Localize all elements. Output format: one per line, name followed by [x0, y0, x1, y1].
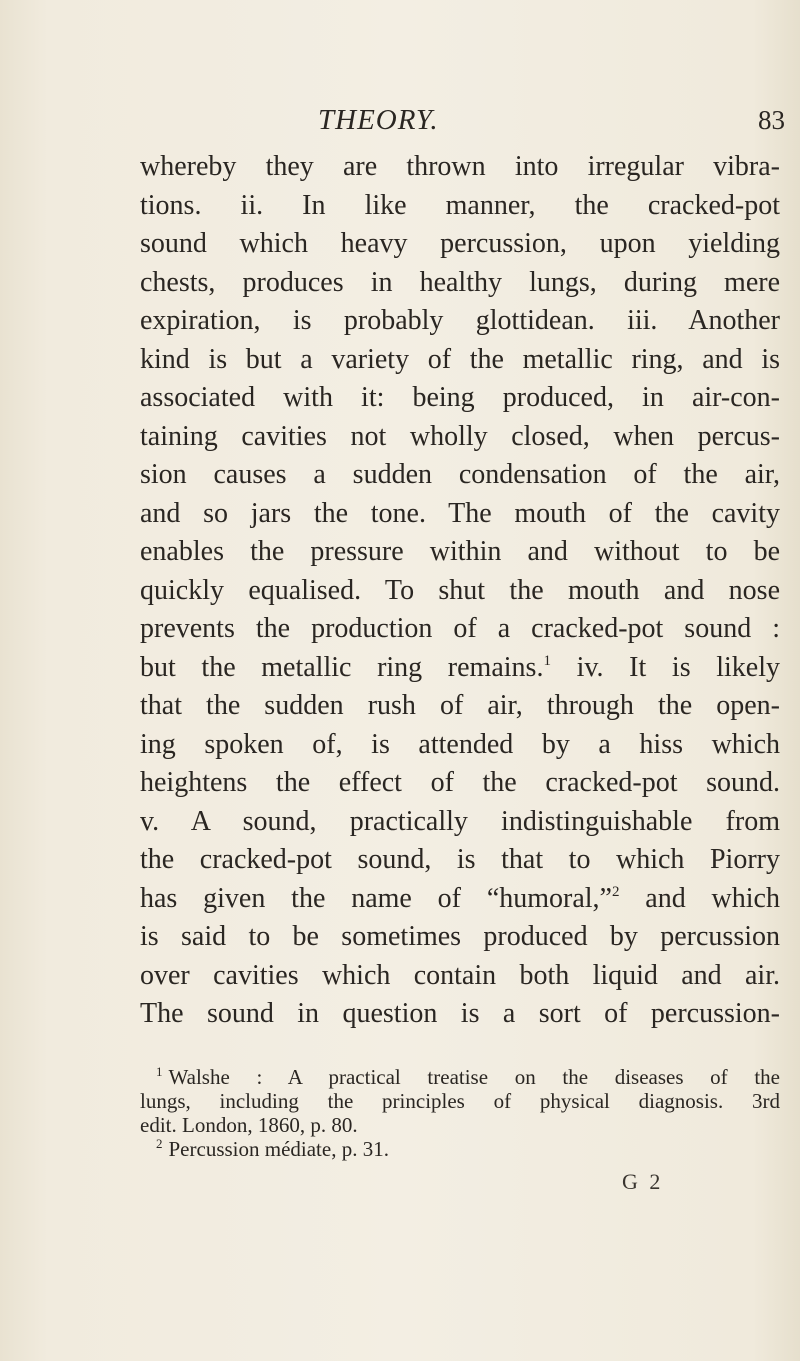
text-line: The sound in question is a sort of percussion- [140, 998, 780, 1029]
text-line: prevents the production of a cracked-pot sound : [140, 613, 780, 644]
footnote-text: Walshe : A practical treatise on the diseases of the [168, 1065, 780, 1089]
text-line: expiration, is probably glottidean. iii. Another [140, 305, 780, 336]
text-line: kind is but a variety of the metallic ring, and is [140, 343, 780, 375]
footnotes [140, 1065, 790, 1161]
text-line: sound which heavy percussion, upon yielding [140, 228, 780, 259]
text-line-with-footnote-ref [140, 880, 780, 919]
text-line-with-footnote-ref [140, 649, 780, 688]
footnote-text: Percussion médiate, p. 31. [168, 1137, 389, 1161]
text-line: taining cavities not wholly closed, when percus- [140, 420, 780, 452]
text-line: sion causes a sudden condensation of the air, [140, 459, 780, 490]
footnote-1-line-3: edit. London, 1860, p. 80. [140, 1113, 358, 1137]
text-line: that the sudden rush of air, through the open- [140, 690, 780, 721]
text-line: ing spoken of, is attended by a hiss which [140, 728, 780, 760]
text-line: tions. ii. In like manner, the cracked-pot [140, 189, 780, 221]
page-number: 83 [758, 105, 785, 135]
text-line: enables the pressure within and without to be [140, 536, 780, 567]
footnote-2 [140, 1137, 780, 1161]
text-line: heightens the effect of the cracked-pot sound. [140, 767, 780, 798]
text-line: over cavities which contain both liquid and air. [140, 959, 780, 991]
footnote-ref-1[interactable]: 1 [543, 652, 551, 669]
footnote-marker-1: 1 [156, 1064, 163, 1079]
signature-mark: G 2 [622, 1169, 664, 1194]
line-text: but the metallic ring remains. [140, 651, 544, 683]
running-title: THEORY. [318, 104, 439, 136]
text-line: v. A sound, practically indistinguishable from [140, 805, 780, 837]
text-line: whereby they are thrown into irregular vibra- [140, 151, 780, 182]
footnote-1 [140, 1065, 780, 1089]
footnote-1-line-2: lungs, including the principles of physical diagnosis. 3rd [140, 1089, 780, 1113]
text-line: and so jars the tone. The mouth of the cavity [140, 497, 780, 529]
text-line: the cracked-pot sound, is that to which Piorry [140, 844, 780, 875]
body-text [140, 148, 800, 1034]
footnote-ref-2[interactable]: 2 [611, 883, 620, 900]
line-text: has given the name of “humoral,” [140, 882, 612, 914]
text-line: quickly equalised. To shut the mouth and nose [140, 574, 780, 606]
line-text-continued: and which [619, 882, 780, 914]
line-text-continued: iv. It is likely [550, 651, 780, 683]
text-line: associated with it: being produced, in air-con- [140, 382, 780, 413]
text-line: chests, produces in healthy lungs, during mere [140, 266, 780, 298]
footnote-marker-2: 2 [156, 1136, 163, 1151]
text-line: is said to be sometimes produced by percussion [140, 921, 780, 952]
page-header [0, 100, 800, 140]
